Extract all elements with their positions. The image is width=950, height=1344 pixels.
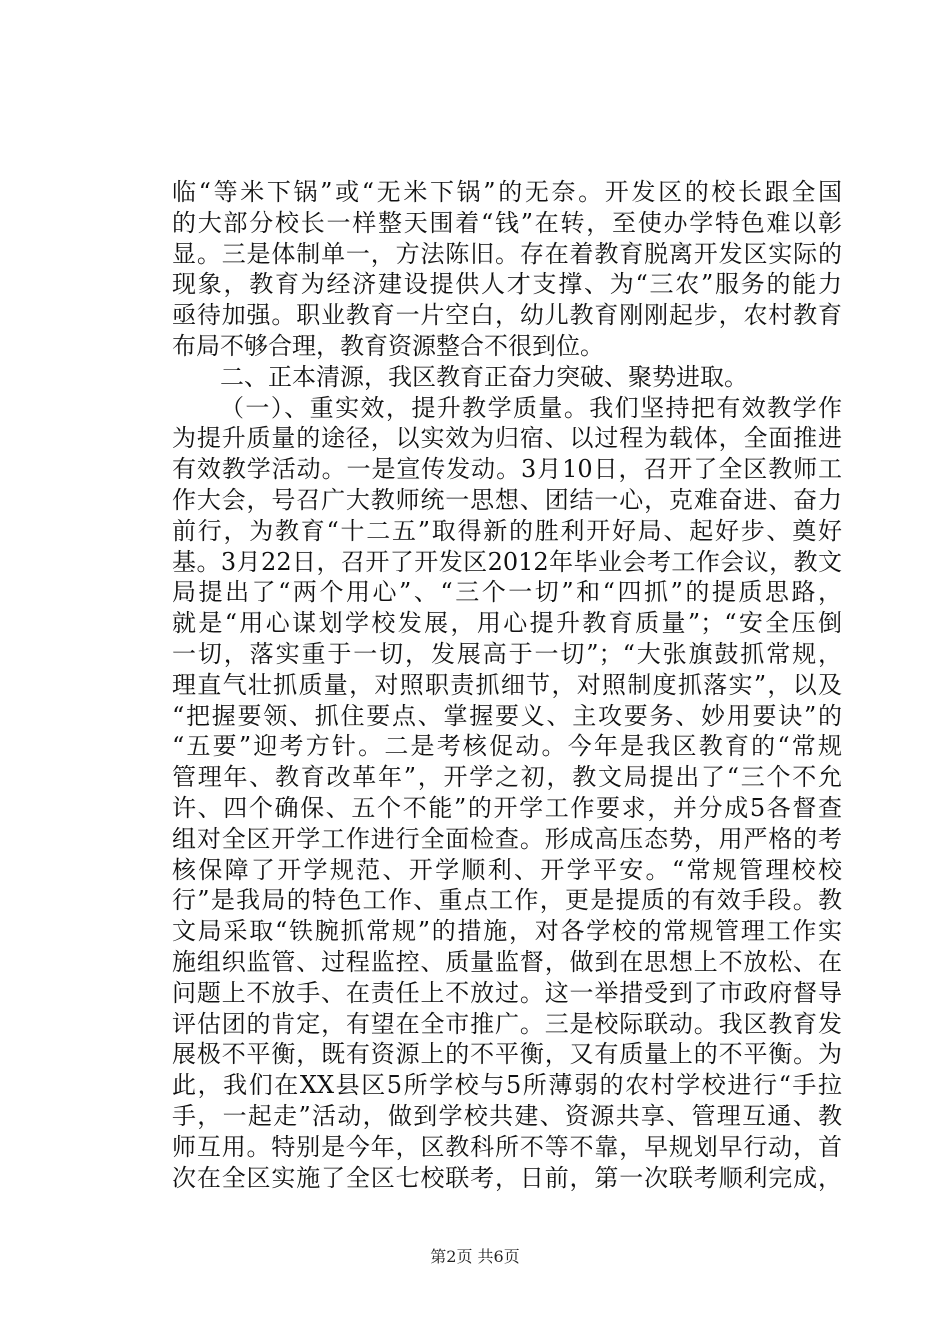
text-line: 局提出了“两个用心”、“三个一切”和“四抓”的提质思路，	[172, 578, 842, 607]
text-line: 评估团的肯定，有望在全市推广。三是校际联动。我区教育发	[172, 1009, 842, 1038]
text-line: 手，一起走”活动，做到学校共建、资源共享、管理互通、教	[172, 1101, 842, 1130]
text-line: 就是“用心谋划学校发展，用心提升教育质量”；“安全压倒	[172, 609, 842, 638]
text-line: 前行，为教育“十二五”取得新的胜利开好局、起好步、奠好	[172, 516, 842, 545]
text-line: 师互用。特别是今年，区教科所不等不靠，早规划早行动，首	[172, 1132, 842, 1161]
text-line: 核保障了开学规范、开学顺利、开学平安。“常规管理校校	[172, 855, 842, 884]
text-line: 亟待加强。职业教育一片空白，幼儿教育刚刚起步，农村教育	[172, 301, 842, 330]
text-line: 现象，教育为经济建设提供人才支撑、为“三农”服务的能力	[172, 270, 842, 299]
page-footer: 第2页 共6页	[430, 1247, 520, 1266]
text-line: 有效教学活动。一是宣传发动。3月10日，召开了全区教师工	[172, 455, 842, 484]
text-line: 组对全区开学工作进行全面检查。形成高压态势，用严格的考	[172, 824, 842, 853]
text-line: 此，我们在XX县区5所学校与5所薄弱的农村学校进行“手拉	[172, 1071, 842, 1100]
text-line: 的大部分校长一样整天围着“钱”在转，至使办学特色难以彰	[172, 208, 842, 237]
text-line: 理直气壮抓质量，对照职责抓细节，对照制度抓落实”，以及	[172, 670, 842, 699]
body-text	[172, 177, 842, 1193]
text-line: 次在全区实施了全区七校联考，日前，第一次联考顺利完成，	[172, 1163, 842, 1192]
paragraph-start: （一）、重实效，提升教学质量。我们坚持把有效教学作	[220, 393, 842, 422]
text-line: 行”是我局的特色工作、重点工作，更是提质的有效手段。教	[172, 886, 842, 915]
text-line: 一切，落实重于一切，发展高于一切”；“大张旗鼓抓常规，	[172, 639, 842, 668]
text-line: 基。3月22日，召开了开发区2012年毕业会考工作会议，教文	[172, 547, 842, 576]
text-line: 文局采取“铁腕抓常规”的措施，对各学校的常规管理工作实	[172, 917, 842, 946]
text-line: 临“等米下锅”或“无米下锅”的无奈。开发区的校长跟全国	[172, 178, 842, 206]
text-line: “把握要领、抓住要点、掌握要义、主攻要务、妙用要诀”的	[172, 701, 842, 730]
text-line: 布局不够合理，教育资源整合不很到位。	[172, 331, 604, 360]
text-line: 作大会，号召广大教师统一思想、团结一心，克难奋进、奋力	[172, 485, 842, 514]
text-line: “五要”迎考方针。二是考核促动。今年是我区教育的“常规	[172, 732, 842, 761]
text-line: 问题上不放手、在责任上不放过。这一举措受到了市政府督导	[172, 978, 842, 1007]
text-line: 施组织监管、过程监控、质量监督，做到在思想上不放松、在	[172, 947, 842, 976]
text-line: 为提升质量的途径，以实效为归宿、以过程为载体，全面推进	[172, 424, 842, 453]
section-heading: 二、正本清源，我区教育正奋力突破、聚势进取。	[220, 362, 748, 391]
text-line: 显。三是体制单一，方法陈旧。存在着教育脱离开发区实际的	[172, 239, 842, 268]
text-line: 管理年、教育改革年”，开学之初，教文局提出了“三个不允	[172, 763, 842, 792]
text-line: 展极不平衡，既有资源上的不平衡，又有质量上的不平衡。为	[172, 1040, 842, 1069]
text-line: 许、四个确保、五个不能”的开学工作要求，并分成5各督查	[172, 793, 842, 822]
